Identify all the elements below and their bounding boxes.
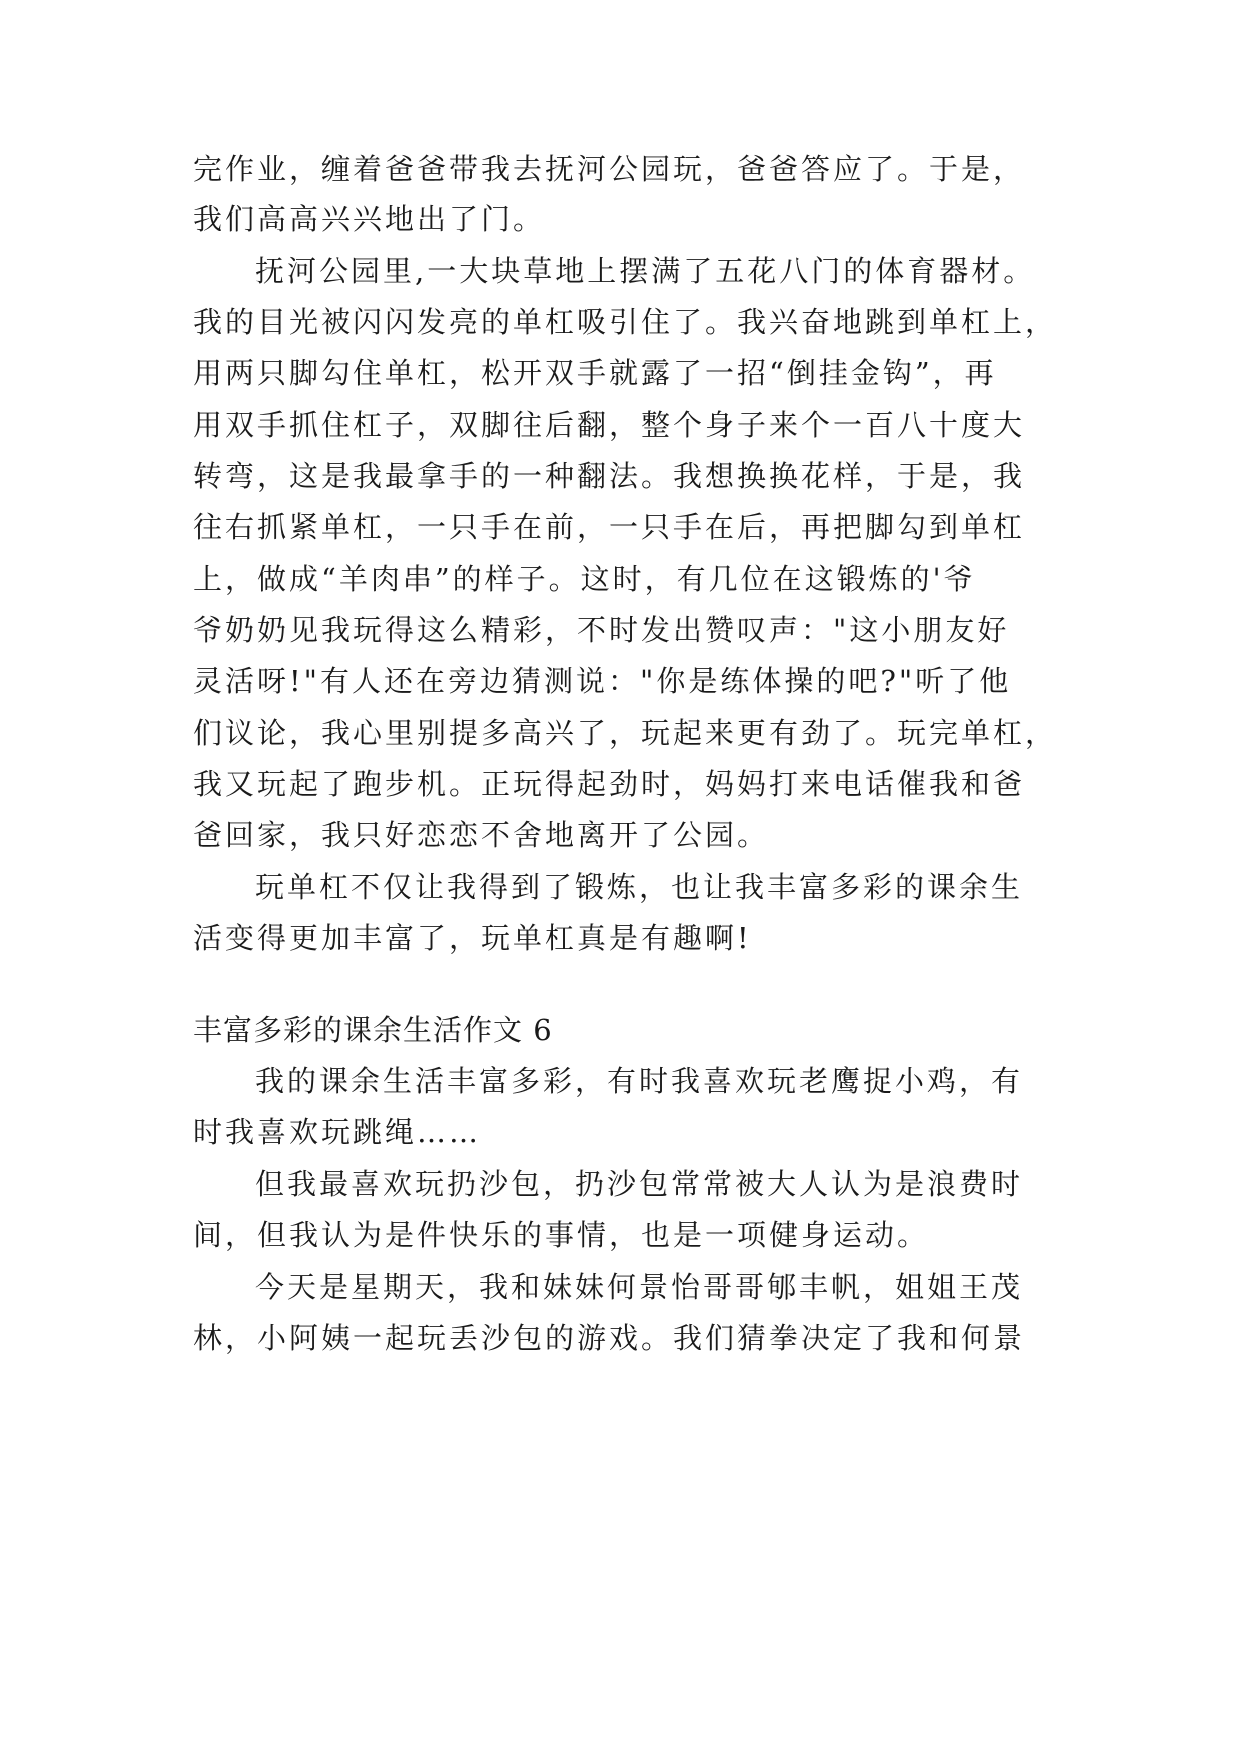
text-line: 用双手抓住杠子，双脚往后翻，整个身子来个一百八十度大 [193, 408, 1026, 442]
text-line: 灵活呀!"有人还在旁边猜测说："你是练体操的吧?"听了他 [193, 664, 1012, 698]
text-line: 们议论，我心里别提多高兴了，玩起来更有劲了。玩完单杠， [193, 716, 1058, 750]
text-line: 完作业，缠着爸爸带我去抚河公园玩，爸爸答应了。于是， [193, 152, 1026, 186]
text-line: 往右抓紧单杠，一只手在前，一只手在后，再把脚勾到单杠 [193, 510, 1026, 544]
paragraph-first-line: 但我最喜欢玩扔沙包，扔沙包常常被大人认为是浪费时 [255, 1167, 1024, 1201]
text-line: 林，小阿姨一起玩丢沙包的游戏。我们猜拳决定了我和何景 [193, 1321, 1026, 1355]
text-line: 我们高高兴兴地出了门。 [193, 202, 546, 236]
section-heading: 丰富多彩的课余生活作文 6 [193, 1013, 553, 1047]
text-line: 我又玩起了跑步机。正玩得起劲时，妈妈打来电话催我和爸 [193, 767, 1026, 801]
text-line: 用两只脚勾住单杠，松开双手就露了一招“倒挂金钩”，再 [193, 356, 997, 390]
text-line: 上，做成“羊肉串”的样子。这时，有几位在这锻炼的'爷 [193, 562, 976, 596]
paragraph-first-line: 抚河公园里,一大块草地上摆满了五花八门的体育器材。 [255, 254, 1036, 288]
text-line: 转弯，这是我最拿手的一种翻法。我想换换花样，于是，我 [193, 459, 1026, 493]
text-line: 爷奶奶见我玩得这么精彩，不时发出赞叹声："这小朋友好 [193, 613, 1010, 647]
text-line: 活变得更加丰富了，玩单杠真是有趣啊! [193, 921, 752, 955]
paragraph-first-line: 今天是星期天，我和妹妹何景怡哥哥郇丰帆，姐姐王茂 [255, 1270, 1024, 1304]
text-line: 时我喜欢玩跳绳…… [193, 1115, 482, 1149]
paragraph-first-line: 玩单杠不仅让我得到了锻炼，也让我丰富多彩的课余生 [255, 870, 1024, 904]
text-line: 间，但我认为是件快乐的事情，也是一项健身运动。 [193, 1218, 930, 1252]
text-line: 爸回家，我只好恋恋不舍地离开了公园。 [193, 818, 770, 852]
text-line: 我的目光被闪闪发亮的单杠吸引住了。我兴奋地跳到单杠上， [193, 305, 1058, 339]
paragraph-first-line: 我的课余生活丰富多彩，有时我喜欢玩老鹰捉小鸡，有 [255, 1064, 1024, 1098]
